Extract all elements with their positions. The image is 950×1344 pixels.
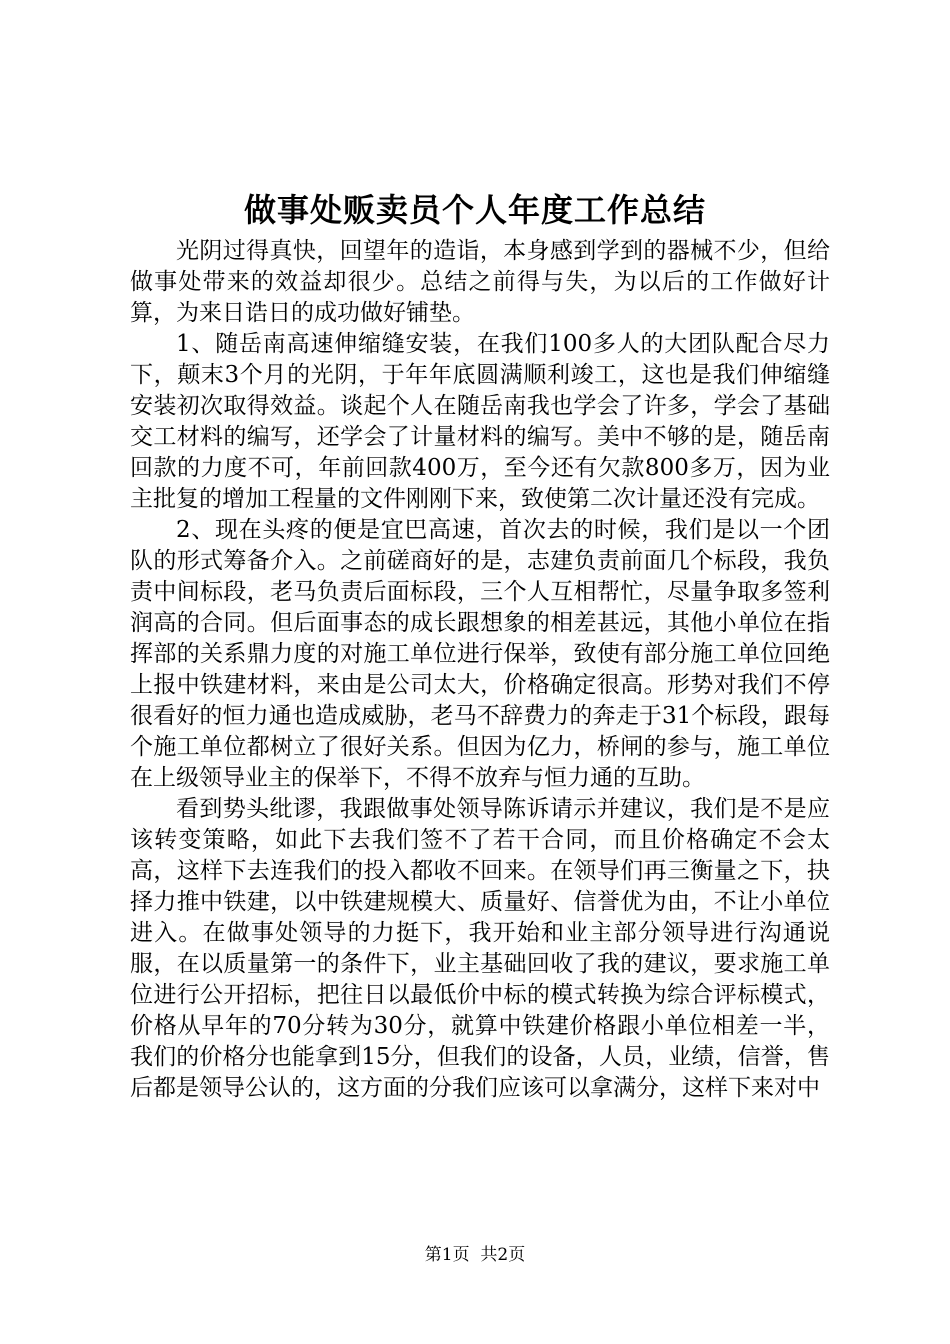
page-total: 共2页 — [480, 1245, 526, 1265]
document-title: 做事处贩卖员个人年度工作总结 — [243, 191, 706, 229]
document-body — [130, 236, 830, 1104]
paragraph-item-2: 2、现在头疼的便是宜巴高速，首次去的时候，我们是以一个团队的形式筹备介入。之前磋商好的是，志建负责前面几个标段，我负责中间标段，老马负责后面标段，三个人互相帮忙，尽量争取多签利润高的合同。但后面事态的成长跟想象的相差甚远，其他小单位在指挥部的关系鼎力度的对施工单位进行保举，致使有部分施工单位回绝上报中铁建材料，来由是公司太大，价格确定很高。形势对我们不停很看好的恒力通也造成威胁，老马不辞费力的奔走于31个标段，跟每个施工单位都树立了很好关系。但因为亿力，桥闸的参与，施工单位在上级领导业主的保举下，不得不放弃与恒力通的互助。 — [130, 517, 830, 791]
page-footer — [0, 1243, 950, 1267]
paragraph-intro: 光阴过得真快，回望年的造诣，本身感到学到的器械不少，但给做事处带来的效益却很少。总结之前得与失，为以后的工作做好计算，为来日诰日的成功做好铺垫。 — [130, 238, 830, 326]
paragraph-item-1: 1、随岳南高速伸缩缝安装，在我们100多人的大团队配合尽力下，颠末3个月的光阴，于年年底圆满顺利竣工，这也是我们伸缩缝安装初次取得效益。谈起个人在随岳南我也学会了许多，学会了基础交工材料的编写，还学会了计量材料的编写。美中不够的是，随岳南回款的力度不可，年前回款400万，至今还有欠款800多万，因为业主批复的增加工程量的文件刚刚下来，致使第二次计量还没有完成。 — [130, 331, 830, 512]
page-number: 第1页 — [424, 1245, 470, 1265]
paragraph-strategy: 看到势头纰谬，我跟做事处领导陈诉请示并建议，我们是不是应该转变策略，如此下去我们签不了若干合同，而且价格确定不会太高，这样下去连我们的投入都收不回来。在领导们再三衡量之下，抉择力推中铁建，以中铁建规模大、质量好、信誉优为由，不让小单位进入。在做事处领导的力挺下，我开始和业主部分领导进行沟通说服，在以质量第一的条件下，业主基础回收了我的建议，要求施工单位进行公开招标，把往日以最低价中标的模式转换为综合评标模式，价格从早年的70分转为30分，就算中铁建价格跟小单位相差一半，我们的价格分也能拿到15分，但我们的设备，人员，业绩，信誉，售后都是领导公认的，这方面的分我们应该可以拿满分，这样下来对中 — [130, 796, 830, 1101]
